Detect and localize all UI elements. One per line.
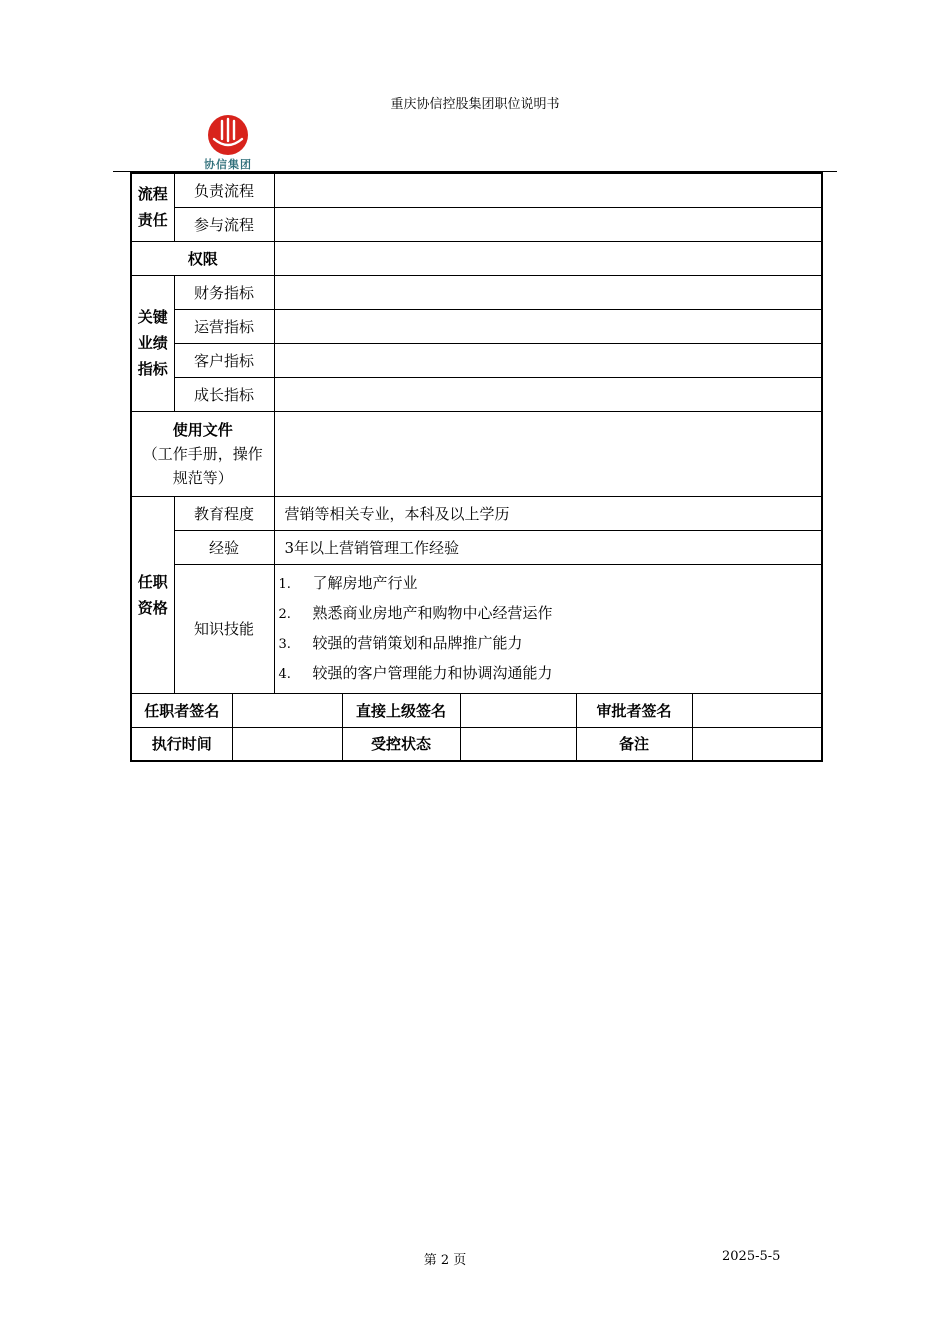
list-item-number: 1. (278, 576, 291, 592)
list-item-text: 较强的营销策划和品牌推广能力 (312, 633, 523, 652)
list-item-number: 4. (278, 666, 291, 682)
holder-signature-label: 任职者签名 (131, 693, 232, 727)
kpi-customer-value (274, 343, 822, 377)
exec-time-label: 执行时间 (131, 727, 232, 761)
education-label: 教育程度 (174, 496, 274, 530)
participate-process-label: 参与流程 (174, 207, 274, 241)
table-row (131, 530, 822, 564)
control-status-field[interactable] (460, 727, 576, 761)
table-row (131, 411, 822, 496)
kpi-customer-label: 客户指标 (174, 343, 274, 377)
qualification-label: 任职 资格 (131, 496, 174, 693)
experience-value: 3年以上营销管理工作经验 (274, 530, 822, 564)
list-item (279, 659, 818, 689)
authority-value (274, 241, 822, 275)
responsible-process-value (274, 173, 822, 207)
company-logo-mark (198, 115, 258, 157)
supervisor-signature-label: 直接上级签名 (342, 693, 460, 727)
kpi-operation-value (274, 309, 822, 343)
footer-date: 2025-5-5 (722, 1249, 781, 1264)
skills-list (274, 564, 822, 693)
supervisor-signature-field[interactable] (460, 693, 576, 727)
table-row (131, 207, 822, 241)
responsible-process-label: 负责流程 (174, 173, 274, 207)
kpi-operation-label: 运营指标 (174, 309, 274, 343)
list-item (279, 569, 818, 599)
documents-value (274, 411, 822, 496)
remarks-field[interactable] (692, 727, 822, 761)
documents-label: 使用文件 (172, 420, 233, 439)
exec-time-field[interactable] (232, 727, 342, 761)
experience-label: 经验 (174, 530, 274, 564)
skills-label: 知识技能 (174, 564, 274, 693)
kpi-financial-label: 财务指标 (174, 275, 274, 309)
approver-signature-label: 审批者签名 (576, 693, 692, 727)
list-item-text: 熟悉商业房地产和购物中心经营运作 (312, 603, 553, 622)
table-row (131, 309, 822, 343)
table-row (131, 496, 822, 530)
list-item-text: 较强的客户管理能力和协调沟通能力 (312, 663, 553, 682)
education-value: 营销等相关专业，本科及以上学历 (274, 496, 822, 530)
documents-label-cell (131, 411, 274, 496)
company-logo (198, 115, 258, 173)
holder-signature-field[interactable] (232, 693, 342, 727)
company-logo-text: 协信集团 (204, 158, 252, 171)
job-description-table (130, 172, 823, 762)
authority-label: 权限 (131, 241, 274, 275)
table-row (131, 564, 822, 693)
table-row (131, 241, 822, 275)
kpi-growth-value (274, 377, 822, 411)
list-item-number: 2. (278, 606, 291, 622)
table-row (131, 693, 822, 727)
process-responsibility-label: 流程 责任 (131, 173, 174, 241)
kpi-growth-label: 成长指标 (174, 377, 274, 411)
approver-signature-field[interactable] (692, 693, 822, 727)
list-item (279, 599, 818, 629)
table-row (131, 173, 822, 207)
remarks-label: 备注 (576, 727, 692, 761)
kpi-financial-value (274, 275, 822, 309)
participate-process-value (274, 207, 822, 241)
control-status-label: 受控状态 (342, 727, 460, 761)
table-row (131, 343, 822, 377)
kpi-label: 关键 业绩 指标 (131, 275, 174, 411)
table-row (131, 377, 822, 411)
document-header-title: 重庆协信控股集团职位说明书 (390, 97, 560, 112)
page-number: 第 2 页 (423, 1253, 467, 1268)
table-row (131, 727, 822, 761)
list-item-number: 3. (278, 636, 291, 652)
list-item (279, 629, 818, 659)
list-item-text: 了解房地产行业 (312, 573, 418, 592)
documents-sub-label: （工作手册，操作规范等） (142, 444, 263, 487)
table-row (131, 275, 822, 309)
